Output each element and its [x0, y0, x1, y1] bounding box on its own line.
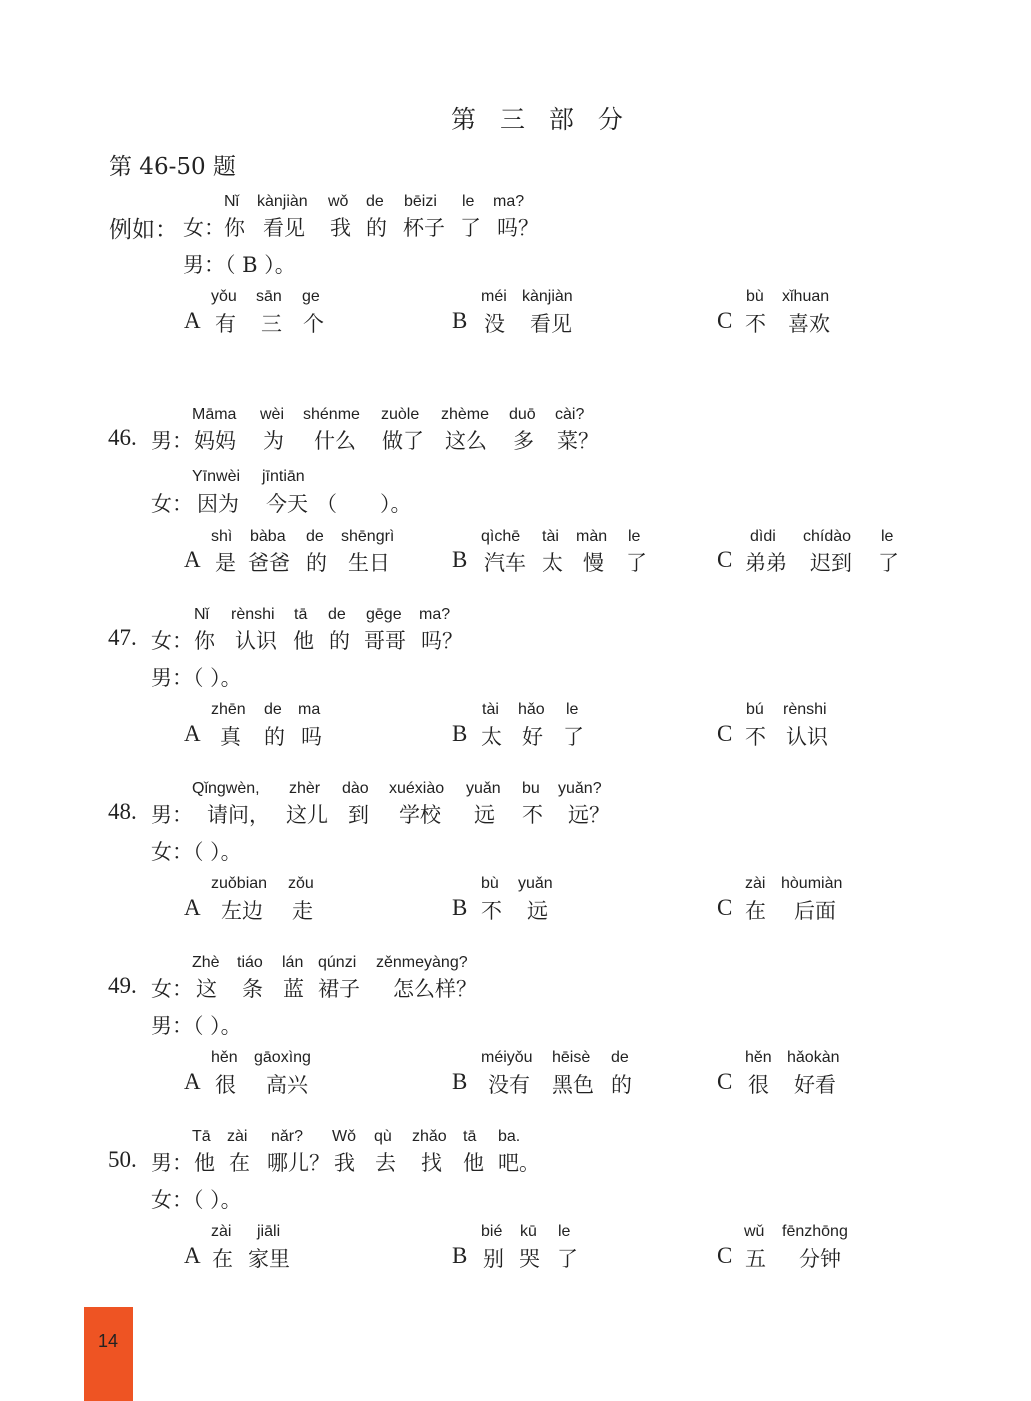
q47-pinyin-2: rènshi	[231, 606, 275, 623]
q48-option-c-pinyin-1: zài	[745, 875, 766, 892]
q47-option-a-letter: A	[184, 721, 201, 746]
q46-option-c-word-3: 了	[878, 551, 899, 575]
q47-pinyin-3: tā	[294, 606, 308, 623]
example-speaker: 女：	[183, 216, 225, 240]
q50-option-a-pinyin-1: zài	[211, 1223, 232, 1240]
q50-pinyin-2: zài	[227, 1128, 248, 1145]
q48-number: 48.	[108, 799, 137, 824]
page-number-tab	[84, 1307, 133, 1401]
q46-word-6: 多	[513, 429, 534, 453]
q46-word-3: 什么	[314, 429, 356, 453]
q50-option-a-letter: A	[184, 1243, 201, 1268]
q46-option-b-pinyin-1: qìchē	[481, 528, 521, 545]
q48-word-7: 远？	[568, 803, 610, 827]
q46-option-b-word-2: 太	[542, 551, 563, 575]
q49-option-c-letter: C	[717, 1069, 733, 1094]
q46-speaker: 男：	[151, 429, 193, 453]
q50-pinyin-5: qù	[374, 1128, 392, 1145]
q48-option-c-word-1: 在	[745, 899, 766, 923]
example-pinyin-3: wǒ	[328, 193, 349, 210]
q49-option-c-word-2: 好看	[794, 1073, 836, 1097]
example-answer-line: 男：（ B ）。	[183, 253, 296, 277]
q48-option-b-word-1: 不	[481, 899, 502, 923]
q50-word-1: 他	[194, 1151, 215, 1175]
example-option-c-pinyin-2: xǐhuan	[782, 288, 830, 305]
q46-reply-pinyin-1: Yīnwèi	[192, 468, 241, 485]
q47-option-a-pinyin-2: de	[264, 701, 282, 718]
q46-option-a-word-3: 的	[306, 551, 327, 575]
q46-pinyin-4: zuòle	[381, 406, 420, 423]
q49-option-c-word-1: 很	[748, 1073, 769, 1097]
q50-option-b-pinyin-2: kū	[520, 1223, 537, 1240]
q49-option-c-pinyin-1: hěn	[745, 1049, 772, 1066]
q50-word-4: 我	[334, 1151, 355, 1175]
q46-option-a-word-4: 生日	[348, 551, 390, 575]
q47-option-a-word-3: 吗	[301, 725, 322, 749]
q50-option-b-word-3: 了	[557, 1247, 578, 1271]
example-prefix: 例如：	[109, 217, 178, 243]
example-pinyin-7: ma?	[493, 193, 525, 210]
q47-word-4: 的	[329, 629, 350, 653]
example-option-c-letter: C	[717, 308, 733, 333]
q49-pinyin-3: lán	[282, 954, 304, 971]
q47-pinyin-1: Nǐ	[194, 606, 210, 623]
q50-option-c-word-2: 分钟	[799, 1247, 841, 1271]
q49-word-1: 这	[196, 977, 217, 1001]
q46-option-c-pinyin-1: dìdi	[750, 528, 776, 545]
q49-option-c-pinyin-2: hǎokàn	[787, 1049, 840, 1066]
q49-word-3: 蓝	[283, 977, 304, 1001]
q48-word-4: 学校	[399, 803, 441, 827]
q48-word-3: 到	[348, 803, 369, 827]
q50-option-b-pinyin-1: bié	[481, 1223, 503, 1240]
q48-option-c-letter: C	[717, 895, 733, 920]
example-option-c-word-1: 不	[745, 312, 766, 336]
q47-number: 47.	[108, 625, 137, 650]
q46-option-a-letter: A	[184, 547, 201, 572]
q46-word-4: 做了	[382, 429, 424, 453]
q48-word-5: 远	[474, 803, 495, 827]
q50-option-a-pinyin-2: jiāli	[257, 1223, 281, 1240]
q48-option-a-letter: A	[184, 895, 201, 920]
q47-option-a-word-1: 真	[220, 725, 241, 749]
q47-option-c-pinyin-1: bú	[746, 701, 764, 718]
example-pinyin-6: le	[462, 193, 475, 210]
example-option-a-pinyin-2: sān	[256, 288, 282, 305]
q46-word-7: 菜？	[557, 429, 599, 453]
q47-option-b-word-2: 好	[522, 725, 543, 749]
q46-option-c-word-1: 弟弟	[745, 551, 787, 575]
example-option-a-pinyin-1: yǒu	[211, 288, 237, 305]
example-word-5: 杯子	[403, 216, 445, 240]
page-number: 14	[98, 1331, 119, 1351]
q50-option-c-letter: C	[717, 1243, 733, 1268]
q50-option-a-word-2: 家里	[248, 1247, 290, 1271]
q47-option-b-letter: B	[452, 721, 468, 746]
example-word-1: 你	[224, 216, 245, 240]
q46-option-b-word-4: 了	[626, 551, 647, 575]
q48-pinyin-7: yuǎn?	[558, 780, 602, 797]
example-option-b-word-1: 没	[484, 312, 505, 336]
q47-option-c-word-2: 认识	[786, 725, 828, 749]
q47-option-c-pinyin-2: rènshi	[783, 701, 827, 718]
q47-pinyin-6: ma?	[419, 606, 451, 623]
q48-option-a-pinyin-2: zǒu	[288, 875, 314, 892]
q50-pinyin-1: Tā	[192, 1128, 211, 1145]
q50-pinyin-7: tā	[463, 1128, 477, 1145]
q46-pinyin-6: duō	[509, 406, 536, 423]
q47-option-a-pinyin-1: zhēn	[211, 701, 246, 718]
example-option-c-word-2: 喜欢	[788, 312, 830, 336]
q46-option-a-pinyin-2: bàba	[250, 528, 286, 545]
q46-option-a-word-1: 是	[215, 551, 236, 575]
q50-speaker: 男：	[151, 1151, 193, 1175]
q49-word-2: 条	[242, 977, 263, 1001]
q47-reply-line: 男：（ ）。	[151, 666, 242, 690]
q47-pinyin-4: de	[328, 606, 346, 623]
q46-option-b-word-3: 慢	[583, 551, 604, 575]
q46-option-a-pinyin-4: shēngrì	[341, 528, 395, 545]
q48-pinyin-2: zhèr	[289, 780, 321, 797]
q46-option-a-pinyin-3: de	[306, 528, 324, 545]
q46-pinyin-7: cài?	[555, 406, 585, 423]
q49-word-4: 裙子	[318, 977, 360, 1001]
q48-option-b-word-2: 远	[527, 899, 548, 923]
q46-reply-pinyin-2: jīntiān	[262, 468, 305, 485]
q47-option-b-pinyin-3: le	[566, 701, 579, 718]
q50-option-c-pinyin-2: fēnzhōng	[782, 1223, 848, 1240]
q47-word-3: 他	[293, 629, 314, 653]
q46-option-c-pinyin-2: chídào	[803, 528, 852, 545]
q48-speaker: 男：	[151, 803, 193, 827]
q46-pinyin-2: wèi	[260, 406, 285, 423]
q48-word-2: 这儿	[286, 803, 328, 827]
q50-word-5: 去	[375, 1151, 396, 1175]
q49-pinyin-2: tiáo	[237, 954, 263, 971]
example-option-b-letter: B	[452, 308, 468, 333]
q48-option-c-pinyin-2: hòumiàn	[781, 875, 843, 892]
q48-option-b-pinyin-2: yuǎn	[518, 875, 553, 892]
example-option-b-pinyin-2: kànjiàn	[522, 288, 573, 305]
q47-option-b-pinyin-1: tài	[482, 701, 499, 718]
q46-pinyin-3: shénme	[303, 406, 360, 423]
q50-pinyin-4: Wǒ	[332, 1128, 356, 1145]
q48-pinyin-5: yuǎn	[466, 780, 501, 797]
q47-option-a-word-2: 的	[264, 725, 285, 749]
q49-option-b-pinyin-2: hēisè	[552, 1049, 591, 1066]
example-option-a-pinyin-3: ge	[302, 288, 320, 305]
q47-option-b-word-3: 了	[563, 725, 584, 749]
q50-option-a-word-1: 在	[212, 1247, 233, 1271]
q50-word-2: 在	[229, 1151, 250, 1175]
q47-option-c-word-1: 不	[745, 725, 766, 749]
q50-option-b-letter: B	[452, 1243, 468, 1268]
q50-word-7: 他	[463, 1151, 484, 1175]
example-option-a-word-2: 三	[261, 312, 282, 336]
q50-word-6: 找	[421, 1151, 442, 1175]
example-option-a-word-1: 有	[215, 312, 236, 336]
q48-option-a-word-2: 走	[292, 899, 313, 923]
q50-word-3: 哪儿？	[267, 1151, 330, 1175]
q46-option-c-letter: C	[717, 547, 733, 572]
q50-reply-line: 女：（ ）。	[151, 1188, 242, 1212]
example-option-a-word-3: 个	[303, 312, 324, 336]
q46-option-b-letter: B	[452, 547, 468, 572]
q49-option-b-word-1: 没有	[488, 1073, 530, 1097]
q47-option-c-letter: C	[717, 721, 733, 746]
q46-reply-word-1: 因为	[197, 492, 239, 516]
example-pinyin-4: de	[366, 193, 384, 210]
q46-reply-speaker: 女：	[151, 492, 193, 516]
q50-word-8: 吧。	[498, 1151, 540, 1175]
q47-option-a-pinyin-3: ma	[298, 701, 321, 718]
q48-pinyin-3: dào	[342, 780, 369, 797]
q48-word-1: 请问，	[207, 803, 270, 827]
example-option-a-letter: A	[184, 308, 201, 333]
q49-option-a-word-2: 高兴	[266, 1073, 308, 1097]
q49-word-5: 怎么样？	[393, 977, 477, 1001]
q46-reply-close-paren: ）。	[380, 492, 412, 516]
q49-option-b-pinyin-3: de	[611, 1049, 629, 1066]
q47-speaker: 女：	[151, 629, 193, 653]
section-title: 第 三 部 分	[451, 105, 631, 134]
q46-word-1: 妈妈	[194, 429, 236, 453]
example-word-2: 看见	[263, 216, 305, 240]
q49-option-a-letter: A	[184, 1069, 201, 1094]
q48-option-b-pinyin-1: bù	[481, 875, 499, 892]
q46-word-5: 这么	[445, 429, 487, 453]
q47-option-b-word-1: 太	[481, 725, 502, 749]
q48-option-c-word-2: 后面	[794, 899, 836, 923]
q49-option-b-word-3: 的	[611, 1073, 632, 1097]
example-word-7: 吗？	[497, 216, 539, 240]
q48-word-6: 不	[522, 803, 543, 827]
q46-reply-word-2: 今天	[266, 492, 308, 516]
q46-option-b-pinyin-2: tài	[542, 528, 559, 545]
q50-option-b-pinyin-3: le	[558, 1223, 571, 1240]
q47-word-1: 你	[194, 629, 215, 653]
q50-pinyin-3: nǎr?	[271, 1128, 304, 1145]
q49-reply-line: 男：（ ）。	[151, 1014, 242, 1038]
example-word-6: 了	[460, 216, 481, 240]
q48-pinyin-1: Qǐngwèn,	[192, 780, 260, 797]
q48-option-a-word-1: 左边	[221, 899, 263, 923]
q46-reply-open-paren: （	[316, 492, 337, 516]
q46-number: 46.	[108, 425, 137, 450]
q49-option-a-pinyin-1: hěn	[211, 1049, 238, 1066]
q47-word-6: 吗？	[421, 629, 463, 653]
q47-word-2: 认识	[235, 629, 277, 653]
q46-option-b-pinyin-3: màn	[576, 528, 608, 545]
example-option-b-pinyin-1: méi	[481, 288, 507, 305]
example-word-4: 的	[366, 216, 387, 240]
example-pinyin-2: kànjiàn	[257, 193, 308, 210]
example-pinyin-1: Nǐ	[224, 193, 240, 210]
q50-option-b-word-1: 别	[483, 1247, 504, 1271]
q48-reply-line: 女：（ ）。	[151, 840, 242, 864]
q47-option-b-pinyin-2: hǎo	[518, 701, 545, 718]
q49-option-b-word-2: 黑色	[552, 1073, 594, 1097]
q49-speaker: 女：	[151, 977, 193, 1001]
q49-pinyin-4: qúnzi	[318, 954, 357, 971]
q46-option-a-pinyin-1: shì	[211, 528, 233, 545]
q46-pinyin-1: Māma	[192, 406, 237, 423]
q49-option-a-pinyin-2: gāoxìng	[254, 1049, 311, 1066]
q46-word-2: 为	[263, 429, 284, 453]
q50-number: 50.	[108, 1147, 137, 1172]
example-word-3: 我	[330, 216, 351, 240]
q50-option-b-word-2: 哭	[519, 1247, 540, 1271]
q48-option-a-pinyin-1: zuǒbian	[211, 875, 268, 892]
q49-number: 49.	[108, 973, 137, 998]
q49-option-b-letter: B	[452, 1069, 468, 1094]
q47-pinyin-5: gēge	[366, 606, 402, 623]
example-option-c-pinyin-1: bù	[746, 288, 764, 305]
q48-pinyin-4: xuéxiào	[389, 780, 445, 797]
q46-pinyin-5: zhème	[441, 406, 490, 423]
q46-option-a-word-2: 爸爸	[248, 551, 290, 575]
question-range-heading: 第 46-50 题	[109, 154, 236, 180]
q48-option-b-letter: B	[452, 895, 468, 920]
q50-pinyin-8: ba.	[498, 1128, 521, 1145]
q49-pinyin-1: Zhè	[192, 954, 220, 971]
q49-pinyin-5: zěnmeyàng?	[376, 954, 468, 971]
example-option-b-word-2: 看见	[530, 312, 572, 336]
example-pinyin-5: bēizi	[404, 193, 437, 210]
q50-pinyin-6: zhǎo	[412, 1128, 447, 1145]
q46-option-c-pinyin-3: le	[881, 528, 894, 545]
q46-option-c-word-2: 迟到	[810, 551, 852, 575]
q46-option-b-word-1: 汽车	[484, 551, 526, 575]
q49-option-b-pinyin-1: méiyǒu	[481, 1049, 533, 1066]
q49-option-a-word-1: 很	[215, 1073, 236, 1097]
q47-word-5: 哥哥	[364, 629, 406, 653]
q48-pinyin-6: bu	[522, 780, 540, 797]
q50-option-c-pinyin-1: wǔ	[744, 1223, 765, 1240]
q50-option-c-word-1: 五	[745, 1247, 766, 1271]
q46-option-b-pinyin-4: le	[628, 528, 641, 545]
